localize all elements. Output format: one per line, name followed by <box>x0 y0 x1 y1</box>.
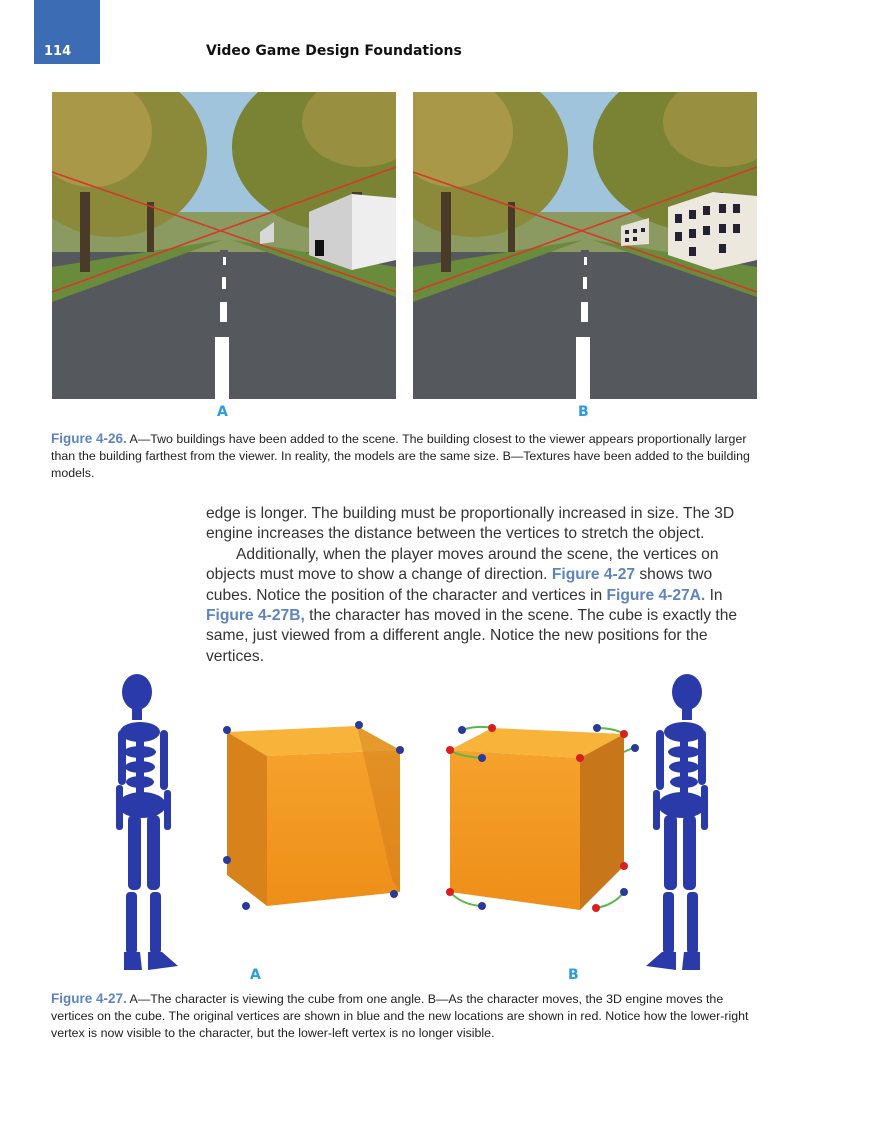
figure-4-27-illustration <box>102 670 722 975</box>
cube-b <box>446 724 639 912</box>
cube-a <box>223 721 404 910</box>
figure-4-27-label-b: B <box>568 967 579 983</box>
figure-4-27-caption-number: Figure 4-27. <box>51 991 127 1006</box>
figure-4-26-label-b: B <box>578 404 589 420</box>
figure-4-26-label-a: A <box>217 404 228 420</box>
figure-4-27-label-a: A <box>250 967 261 983</box>
page-number: 114 <box>44 44 72 59</box>
figure-4-27-caption <box>51 990 761 1042</box>
paragraph-2-part-a: Additionally, when the player moves around the scene, the vertices on objects must move to show a change of direction. <box>206 545 719 584</box>
road-scene-photo-b <box>413 92 757 399</box>
running-title: Video Game Design Foundations <box>206 43 462 59</box>
paragraph-2-part-c: In <box>705 586 723 604</box>
paragraph-2-part-b: shows two cubes. Notice the position of the character and vertices in <box>206 566 713 604</box>
figure-ref-4-27: Figure 4-27 <box>551 566 636 584</box>
figure-ref-4-27a: Figure 4-27A. <box>606 586 706 604</box>
body-text <box>206 504 758 667</box>
figure-4-26-caption <box>51 430 761 482</box>
character-a <box>116 674 178 970</box>
character-b <box>646 674 708 970</box>
paragraph-2-part-d: the character has moved in the scene. The cube is exactly the same, just viewed from a different angle. Notice the new positions for the vertices. <box>206 607 738 665</box>
figure-4-26-caption-text: A—Two buildings have been added to the scene. The building closest to the viewer appears proportionally larger than the building farthest from the viewer. In reality, the models are the same size. B—Textures have been added to the building models. <box>51 432 750 480</box>
paragraph-2 <box>206 545 758 667</box>
figure-4-26-caption-number: Figure 4-26. <box>51 431 127 446</box>
road-scene-photo-a <box>52 92 396 399</box>
figure-ref-4-27b: Figure 4-27B, <box>206 607 305 625</box>
paragraph-1: edge is longer. The building must be proportionally increased in size. The 3D engine increases the distance between the vertices to stretch the object. <box>206 505 735 543</box>
figure-4-27-caption-text: A—The character is viewing the cube from one angle. B—As the character moves, the 3D engine moves the vertices on the cube. The original vertices are shown in blue and the new locations are shown in red. Notice how the lower-right vertex is now visible to the character, but the lower-left vertex is no longer visible. <box>51 992 749 1040</box>
